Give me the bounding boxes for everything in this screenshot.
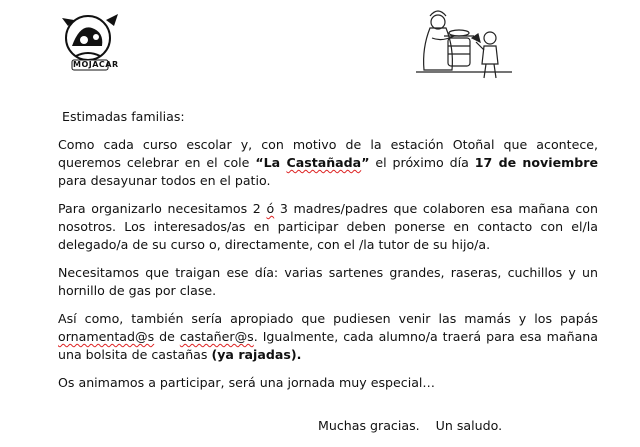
p4-word-castaner: castañer@s [179, 329, 254, 344]
p1-text-c: para desayunar todos en el patio. [58, 173, 271, 188]
chestnut-seller-illustration [408, 8, 520, 84]
p1-event-close: ” [361, 155, 370, 170]
paragraph-encouragement: Os animamos a participar, será una jornada muy especial… [58, 375, 436, 390]
paragraph-invitation [58, 136, 598, 190]
event-date: 17 de noviembre [474, 155, 599, 170]
p4-text-a: Así como, también sería apropiado que pudiesen venir las mamás y los papás [58, 311, 598, 326]
school-logo [58, 6, 124, 76]
p1-event-open: “La [255, 155, 287, 170]
p4-word-ornamentad: ornamentad@s [58, 329, 155, 344]
paragraph-costumes [58, 310, 598, 364]
p2-text-o: ó [266, 201, 275, 216]
paragraph-materials: Necesitamos que traigan ese día: varias sartenes grandes, raseras, cuchillos y un hornillo de gas por clase. [58, 265, 598, 298]
p4-text-c: . Igualmente, cada alumno/a traerá para esa mañana una bolsita de castañas [58, 329, 598, 362]
letter-body [58, 108, 598, 402]
p1-text-b: el próximo día [369, 155, 475, 170]
p1-text-a: Como cada curso escolar y, con motivo de la estación Otoñal que acontece, queremos celebrar en el cole [58, 137, 598, 170]
closing-thanks: Muchas gracias. [318, 418, 420, 433]
closing-regards: Un saludo. [435, 418, 503, 433]
p1-event-word: Castañada [286, 155, 362, 170]
greeting: Estimadas familias: [62, 109, 185, 124]
p2-text-b: 3 madres/padres que colaboren esa mañana con nosotros. Los interesados/as en participar deben ponerse en contacto con el/la delegado/a de su curso o, directamente, con el /la tutor de su hijo/a. [58, 201, 598, 252]
school-logo-name: MOJACAR [73, 60, 119, 69]
p4-bold-rajadas: (ya rajadas). [211, 347, 302, 362]
p2-text-a: Para organizarlo necesitamos 2 [58, 201, 267, 216]
paragraph-organization [58, 200, 598, 254]
p4-text-b: de [154, 329, 180, 344]
closing [318, 418, 502, 433]
